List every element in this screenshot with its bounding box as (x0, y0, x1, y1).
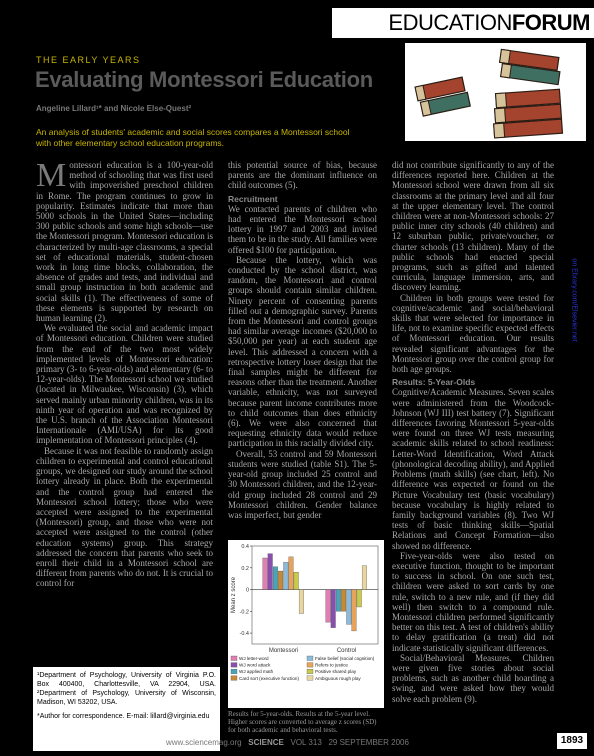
section-heading: Recruitment (228, 193, 278, 204)
figure-caption: Results for 5-year-olds. Results at the 5-year level. Higher scores are converted to average z scores (SD) for both academic and behavioral tests. (228, 710, 377, 734)
paragraph: Because the lottery, which was conducted by the school district, was random, the Montessori and control groups should contain similar children. Ninety percent of consenting parents filled out a demographic survey. Parents from the Montessori and control groups had similar average incomes ($20,000 to $50,000 per year) at each student age level. This addressed a concern with a retrospective lottery loser design that the final samples might be different for reasons other than the treatment. Another variable, ethnicity, was not surveyed because parent income contributes more to child outcomes than does ethnicity (6). We were also concerned that requesting ethnicity data would reduce participation in this racially divided city. (228, 254, 377, 449)
legend-swatch (307, 676, 313, 681)
footer-journal: SCIENCE (248, 738, 284, 747)
kicker: THE EARLY YEARS (36, 55, 141, 65)
article-title: Evaluating Montessori Education (35, 67, 373, 92)
legend-label: WJ letter-word (239, 656, 269, 661)
text-column-3 (392, 160, 554, 730)
y-axis-label: Mean z score (231, 576, 237, 614)
y-tick-label: -0.2 (239, 609, 249, 616)
bar (326, 590, 331, 623)
text-column-1 (36, 160, 213, 665)
legend-label: WJ applied math (239, 669, 274, 675)
bar (341, 590, 346, 612)
paragraph: Social/Behavioral Measures. Children were given five stories about social problems, such as another child hoarding a swing, and were asked how they would solve each problem (9). (392, 652, 554, 704)
sidebar-url[interactable]: on Ebrary.com/Elsevier.net (570, 258, 578, 342)
legend-label: Ambiguous rough play (315, 675, 361, 681)
section-header-text: EDUCATIONFORUM (388, 10, 590, 35)
bar (299, 590, 304, 614)
footer-volume: VOL 313 (290, 738, 322, 747)
results-figure (228, 540, 384, 708)
bar (278, 571, 283, 590)
legend-swatch (307, 669, 313, 674)
legend-swatch (231, 669, 237, 674)
legend-swatch (231, 676, 237, 681)
paragraph: Children in both groups were tested for cognitive/academic and social/behavioral skills that were selected for importance in life, not to examine specific expected effects of Montessori education. Our results revealed significant advantages for the Montessori group over the control group for both age groups. (392, 292, 554, 375)
y-tick-label: 0.4 (241, 544, 249, 550)
paragraph: Overall, 53 control and 59 Montessori students were studied (table S1). The 5-year-old group included 25 control and 30 Montessori children, and the 12-year-old group included 28 control and 29 Montessori children. Gender balance was imperfect, but gender (228, 448, 377, 520)
bar (352, 590, 357, 631)
drop-cap: M (36, 160, 67, 194)
paragraph: did not contribute significantly to any of the differences reported here. Children at the Montessori school were drawn from all six classrooms at the primary level and all four at the upper elementary level. The control children were at non-Montessori schools: 27 public inner city schools (40 children) and 12 suburban public, private/voucher, or charter schools (13 children). Many of the public schools had enacted special programs, such as gifted and talented curricula, language immersion, arts, and discovery learning. (392, 160, 554, 293)
paragraph: We contacted parents of children who had entered the Montessori school lottery in 1997 and 2003 and invited them to be in the study. All families were offered $100 for participation. (228, 203, 377, 255)
paragraph: Cognitive/Academic Measures. Seven scales were administered from the Woodcock-Johnson (WJ III) test battery (7). Significant differences favoring Montessori 5-year-olds were found on three WJ tests measuring academic skills related to school readiness: Letter-Word Identification, Word Attack (phonological decoding ability), and Applied Problems (math skills) (see chart, left). No difference was expected or found on the Picture Vocabulary test (basic vocabulary) because vocabulary is highly related to family background variables (8). Two WJ tests of basic thinking skills—Spatial Relations and Concept Formation—also showed no difference. (392, 387, 554, 551)
paragraph: Because it was not feasible to randomly assign children to experimental and control educational groups, we designed our study around the school lottery already in place. Both the experimental and the control group had entered the Montessori school lottery; those who were accepted were assigned to the experimental (Montessori) group, and those who were not accepted were assigned to the control (other education systems) group. This strategy addressed the concern that parents who seek to enroll their child in a Montessori school are different from parents who do not. It is crucial to control for (36, 445, 213, 589)
correspondence-note: *Author for correspondence. E-mail: lillard@virginia.edu (37, 713, 210, 720)
legend-label: Refers to justice (315, 662, 348, 668)
books-illustration (405, 43, 586, 141)
legend-label: WJ word attack (239, 662, 271, 668)
paragraph: Five-year-olds were also tested on executive function, thought to be important to success in school. On one such test, children were asked to sort cards by one rule, switch to a new rule, and (if they did well) then switch to a compound rule. Montessori children performed significantly better on this test. A test of children's ability to delay gratification (a treat) did not indicate statistically significant differences. (392, 550, 554, 653)
legend-swatch (231, 656, 237, 661)
legend-label: False belief (social cognition) (315, 656, 375, 661)
bar (273, 567, 278, 590)
books-icon (405, 43, 586, 141)
legend-label: Positive shared play (315, 669, 357, 675)
bar (347, 590, 352, 625)
legend-swatch (231, 663, 237, 668)
page-footer (166, 738, 409, 747)
y-tick-label: 0.2 (241, 565, 249, 572)
affiliation-note: ¹Department of Psychology, University of Virginia P.O. Box 400400, Charlottesville, VA 22904, USA. ²Department of Psychology, University of Wisconsin, Madison, WI 53202, USA. (37, 672, 216, 706)
legend-label: Card sort (executive function) (239, 675, 299, 681)
article-summary: An analysis of students' academic and social scores compares a Montessori school with other elementary school education programs. (36, 127, 350, 148)
legend-swatch (307, 656, 313, 661)
page-number: 1893 (557, 733, 587, 749)
footer-site[interactable]: www.sciencemag.org (166, 738, 242, 747)
bar (289, 557, 294, 590)
authors: Angeline Lillard¹* and Nicole Else-Quest² (36, 104, 192, 113)
legend-swatch (307, 663, 313, 668)
y-tick-label: 0 (245, 587, 249, 594)
footer-date: 29 SEPTEMBER 2006 (328, 738, 409, 747)
bar (362, 566, 367, 590)
paragraph: this potential source of bias, because parents are the dominant influence on child outcomes (5). (228, 160, 377, 191)
sidebar-link[interactable] (567, 240, 581, 360)
category-label: Control (336, 648, 357, 654)
bar (284, 562, 289, 589)
section-header (332, 8, 594, 38)
results-chart (228, 540, 384, 708)
paragraph: We evaluated the social and academic impact of Montessori education. Children were studied from the end of the two most widely implemented levels of Montessori education: primary (3- to 6-year-olds) and elementary (6- to 12-year-olds). The Montessori school we studied (located in Milwaukee, Wisconsin) (3), which served mainly urban minority children, was in its ninth year of operation and was recognized by the U.S. branch of the Association Montessori Internationale (AMI/USA) for its good implementation of Montessori principles (4). (36, 323, 213, 446)
paragraph: ontessori education is a 100-year-old method of schooling that was first used with impoverished preschool children in Rome. The program continues to grow in popularity. Estimates indicate that more than 5000 schools in the United States—including 300 public schools and some high schools—use the Montessori program. Montessori education is characterized by multi-age classrooms, a special set of educational materials, student-chosen work in long time blocks, collaboration, the absence of grades and tests, and individual and small group instruction in both academic and social skills (1). The effectiveness of some of these elements is supported by research on human learning (2). (36, 160, 213, 324)
bar (263, 558, 268, 590)
bar (357, 590, 362, 607)
bar (294, 572, 299, 589)
y-tick-label: -0.4 (239, 631, 249, 638)
text-column-2 (228, 160, 377, 538)
bar (268, 554, 273, 590)
bar (331, 590, 336, 628)
bar (336, 590, 341, 612)
section-heading: Results: 5-Year-Olds (392, 377, 476, 388)
category-label: Montessori (268, 648, 299, 654)
